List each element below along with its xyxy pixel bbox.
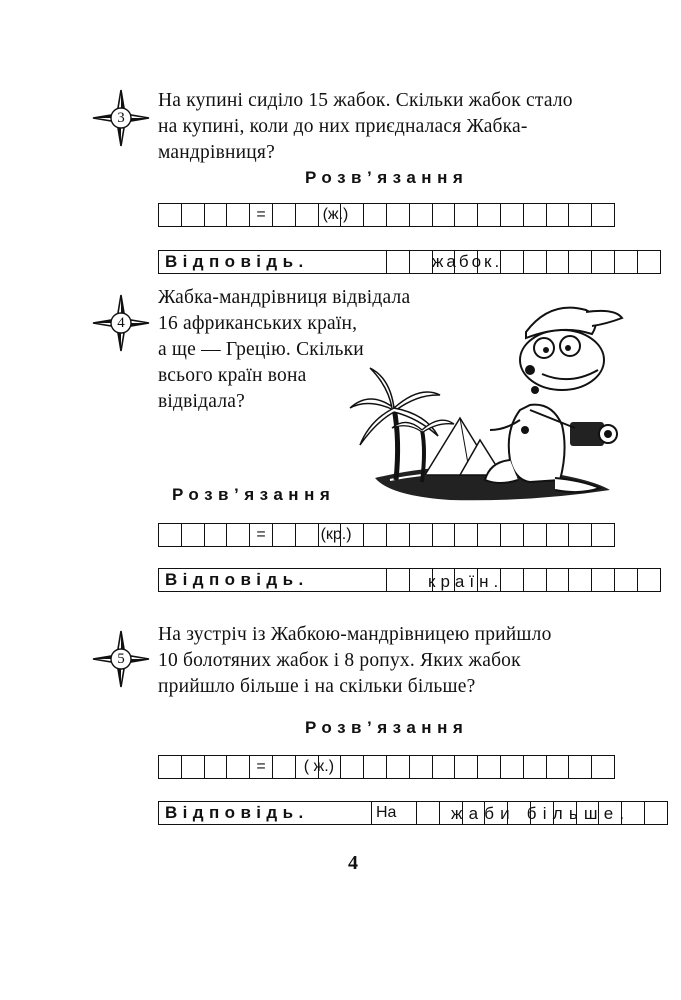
grid-cell[interactable]: [455, 756, 478, 778]
answer-label: Відповідь.: [165, 803, 309, 822]
grid-cell[interactable]: [501, 569, 524, 591]
grid-cell[interactable]: [501, 756, 524, 778]
grid-cell[interactable]: [410, 251, 433, 273]
grid-cell[interactable]: [547, 569, 570, 591]
grid-cell[interactable]: [501, 524, 524, 546]
grid-cell[interactable]: [341, 756, 364, 778]
grid-cell[interactable]: [592, 756, 615, 778]
grid-cell[interactable]: [387, 756, 410, 778]
unit-cell: (ж.): [319, 204, 342, 226]
task-line: 10 болотяних жабок і 8 ропух. Яких жабок: [158, 650, 521, 671]
solution-heading: Розв’язання: [305, 718, 469, 737]
answer-tail: жаби більше.: [451, 804, 631, 823]
task-3-text: [158, 88, 573, 166]
grid-cell[interactable]: [341, 524, 364, 546]
answer-label: Відповідь.: [165, 570, 309, 589]
grid-cell[interactable]: [159, 204, 182, 226]
task-line: мандрівниця?: [158, 142, 275, 163]
grid-cell[interactable]: [645, 802, 668, 824]
unit-cell: ( ж.): [296, 756, 319, 778]
grid-cell[interactable]: [592, 204, 615, 226]
task-line: на купині, коли до них приєдналася Жабка-: [158, 116, 528, 137]
grid-cell[interactable]: [205, 756, 228, 778]
solution-grid-4[interactable]: [158, 523, 615, 547]
grid-cell[interactable]: [615, 569, 638, 591]
grid-cell[interactable]: [273, 524, 296, 546]
answer-head: На: [372, 802, 417, 824]
grid-cell[interactable]: [159, 756, 182, 778]
grid-cell[interactable]: [524, 524, 547, 546]
task-line: всього країн вона: [158, 365, 307, 386]
grid-cell[interactable]: [417, 802, 440, 824]
task-line: На купині сиділо 15 жабок. Скільки жабок стало: [158, 90, 573, 111]
task-number: 5: [117, 651, 125, 667]
solution-heading: Розв’язання: [172, 485, 336, 504]
grid-cell[interactable]: [296, 204, 319, 226]
grid-cell[interactable]: [387, 251, 410, 273]
solution-grid-3[interactable]: [158, 203, 615, 227]
grid-cell[interactable]: [364, 524, 387, 546]
grid-cell[interactable]: [478, 756, 501, 778]
grid-cell[interactable]: [455, 524, 478, 546]
solution-grid-5[interactable]: [158, 755, 615, 779]
grid-cell[interactable]: [227, 524, 250, 546]
page-number: 4: [348, 852, 358, 874]
grid-cell[interactable]: [569, 524, 592, 546]
grid-cell[interactable]: [478, 524, 501, 546]
grid-cell[interactable]: [592, 569, 615, 591]
grid-cell[interactable]: [273, 204, 296, 226]
grid-cell[interactable]: [387, 204, 410, 226]
grid-cell[interactable]: [182, 204, 205, 226]
grid-cell[interactable]: [524, 569, 547, 591]
grid-cell[interactable]: [569, 569, 592, 591]
grid-cell[interactable]: [410, 756, 433, 778]
grid-cell[interactable]: [319, 756, 342, 778]
grid-cell[interactable]: [478, 204, 501, 226]
grid-cell[interactable]: [159, 524, 182, 546]
task-line: прийшло більше і на скільки більше?: [158, 676, 476, 697]
answer-tail: країн.: [428, 572, 504, 591]
task-line: Жабка-мандрівниця відвідала: [158, 287, 411, 308]
equals-cell: =: [250, 524, 273, 546]
grid-cell[interactable]: [227, 756, 250, 778]
grid-cell[interactable]: [410, 524, 433, 546]
grid-cell[interactable]: [182, 524, 205, 546]
answer-tail: жабок.: [432, 252, 503, 271]
grid-cell[interactable]: [455, 204, 478, 226]
grid-cell[interactable]: [387, 569, 410, 591]
solution-heading: Розв’язання: [305, 168, 469, 187]
grid-cell[interactable]: [364, 204, 387, 226]
grid-cell[interactable]: [547, 524, 570, 546]
grid-cell[interactable]: [592, 524, 615, 546]
grid-cell[interactable]: [638, 251, 661, 273]
grid-cell[interactable]: [433, 756, 456, 778]
task-line: відвідала?: [158, 391, 245, 412]
grid-cell[interactable]: [182, 756, 205, 778]
grid-cell[interactable]: [296, 524, 319, 546]
unit-cell: (кр.): [319, 524, 342, 546]
task-number: 3: [117, 110, 125, 126]
grid-cell[interactable]: [341, 204, 364, 226]
grid-cell[interactable]: [410, 204, 433, 226]
grid-cell[interactable]: [433, 204, 456, 226]
task-number: 4: [117, 315, 125, 331]
grid-cell[interactable]: [592, 251, 615, 273]
grid-cell[interactable]: [569, 251, 592, 273]
task-line: 16 африканських країн,: [158, 313, 358, 334]
grid-cell[interactable]: [547, 204, 570, 226]
grid-cell[interactable]: [547, 756, 570, 778]
grid-cell[interactable]: [569, 204, 592, 226]
grid-cell[interactable]: [501, 251, 524, 273]
equals-cell: =: [250, 756, 273, 778]
grid-cell[interactable]: [524, 204, 547, 226]
grid-cell[interactable]: [547, 251, 570, 273]
answer-label: Відповідь.: [165, 252, 309, 271]
grid-cell[interactable]: [615, 251, 638, 273]
grid-cell[interactable]: [501, 204, 524, 226]
grid-cell[interactable]: [205, 204, 228, 226]
grid-cell[interactable]: [524, 251, 547, 273]
equals-cell: =: [250, 204, 273, 226]
task-line: а ще — Грецію. Скільки: [158, 339, 364, 360]
grid-cell[interactable]: [433, 524, 456, 546]
grid-cell[interactable]: [227, 204, 250, 226]
grid-cell[interactable]: [273, 756, 296, 778]
grid-cell[interactable]: [387, 524, 410, 546]
grid-cell[interactable]: [569, 756, 592, 778]
task-5-text: [158, 622, 552, 700]
task-line: На зустріч із Жабкою-мандрівницею прийшло: [158, 624, 552, 645]
grid-cell[interactable]: [524, 756, 547, 778]
grid-cell[interactable]: [205, 524, 228, 546]
grid-cell[interactable]: [638, 569, 661, 591]
grid-cell[interactable]: [364, 756, 387, 778]
frog-traveler-illustration: [330, 290, 630, 510]
